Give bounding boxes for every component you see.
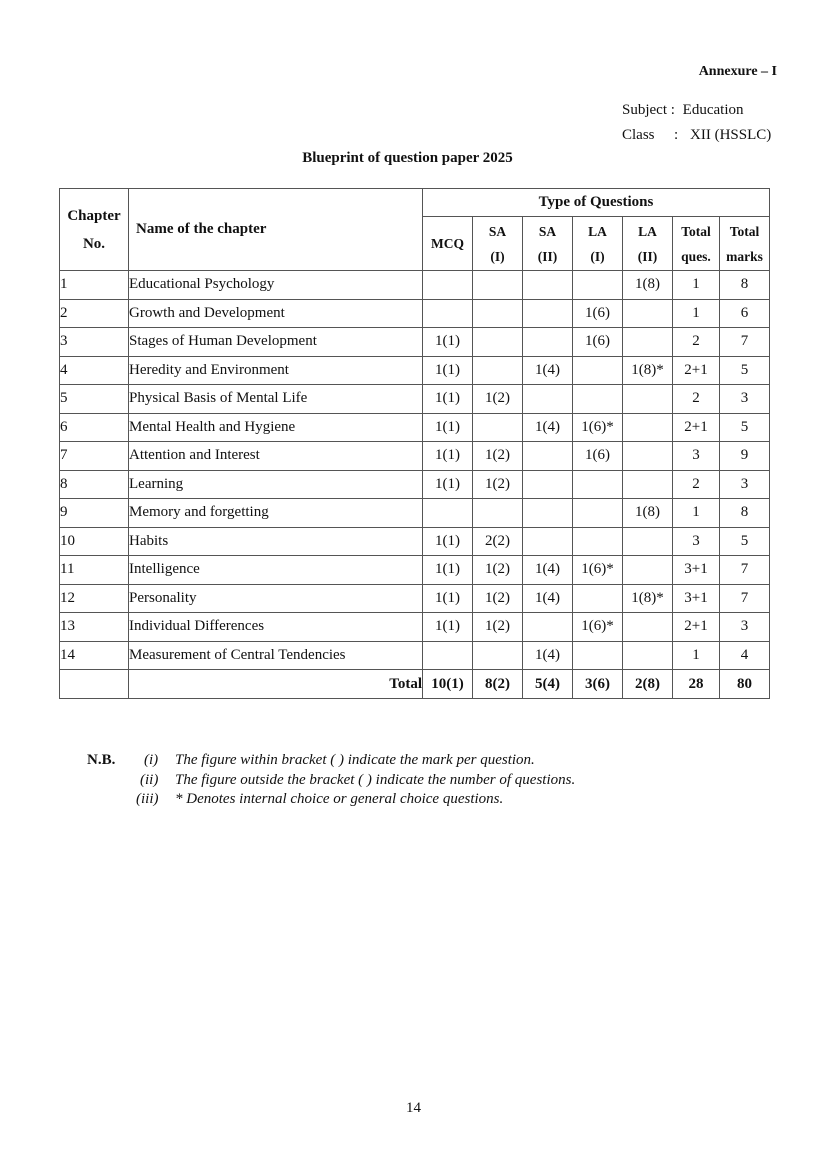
- cell-chapter-no: 13: [60, 613, 129, 642]
- cell-tm: 5: [720, 413, 770, 442]
- class-row: [622, 123, 771, 148]
- table-row: [60, 499, 770, 528]
- table-row: [60, 328, 770, 357]
- cell-chapter-name: Physical Basis of Mental Life: [129, 385, 423, 414]
- cell-chapter-name: Growth and Development: [129, 299, 423, 328]
- cell-tq: 1: [673, 499, 720, 528]
- cell-tq: 2+1: [673, 356, 720, 385]
- table-row: [60, 413, 770, 442]
- table-row: [60, 385, 770, 414]
- table-row: [60, 556, 770, 585]
- cell-sa2: 1(4): [523, 584, 573, 613]
- subject-row: [622, 98, 771, 123]
- cell-la2: [623, 385, 673, 414]
- cell-chapter-name: Educational Psychology: [129, 271, 423, 300]
- header-total-ques: [673, 217, 720, 271]
- cell-la1: 1(6)*: [573, 556, 623, 585]
- cell-chapter-name: Learning: [129, 470, 423, 499]
- class-value: XII (HSSLC): [690, 127, 772, 143]
- cell-mcq: 1(1): [423, 556, 473, 585]
- cell-chapter-name: Habits: [129, 527, 423, 556]
- cell-la2: [623, 470, 673, 499]
- cell-tq: 3+1: [673, 556, 720, 585]
- cell-tq: 2+1: [673, 613, 720, 642]
- table-row: [60, 271, 770, 300]
- header-total-ques-line2: ques.: [681, 248, 711, 264]
- cell-la2: [623, 413, 673, 442]
- table-body: [60, 271, 770, 699]
- cell-tm: 9: [720, 442, 770, 471]
- header-la-i-line1: LA: [588, 223, 607, 239]
- cell-la1: [573, 271, 623, 300]
- cell-sa2: 1(4): [523, 356, 573, 385]
- cell-mcq: [423, 641, 473, 670]
- table-row: [60, 299, 770, 328]
- header-sa-ii-line1: SA: [538, 223, 557, 239]
- cell-sa1: 1(2): [473, 613, 523, 642]
- header-chapter-no: [60, 189, 129, 271]
- cell-tq: 3: [673, 527, 720, 556]
- cell-total-la1: 3(6): [573, 670, 623, 699]
- cell-sa1: 1(2): [473, 556, 523, 585]
- cell-chapter-no: 11: [60, 556, 129, 585]
- cell-sa2: [523, 385, 573, 414]
- table-row: [60, 641, 770, 670]
- cell-la2: [623, 527, 673, 556]
- cell-la1: 1(6)*: [573, 413, 623, 442]
- cell-total-label: Total: [129, 670, 423, 699]
- cell-chapter-no: 9: [60, 499, 129, 528]
- cell-mcq: 1(1): [423, 442, 473, 471]
- cell-tm: 3: [720, 470, 770, 499]
- note-text: The figure outside the bracket ( ) indicate the number of questions.: [175, 771, 576, 788]
- cell-tq: 2: [673, 328, 720, 357]
- cell-mcq: [423, 499, 473, 528]
- cell-sa1: [473, 641, 523, 670]
- class-key: Class: [622, 127, 655, 143]
- cell-total-sa1: 8(2): [473, 670, 523, 699]
- cell-la1: [573, 499, 623, 528]
- subject-key: Subject :: [622, 102, 675, 118]
- cell-la2: 1(8)*: [623, 356, 673, 385]
- cell-tm: 5: [720, 356, 770, 385]
- note-number: (i): [144, 752, 159, 768]
- table-header-row: [60, 189, 770, 217]
- cell-chapter-no: 1: [60, 271, 129, 300]
- cell-tm: 4: [720, 641, 770, 670]
- cell-tq: 3: [673, 442, 720, 471]
- cell-tm: 8: [720, 499, 770, 528]
- cell-mcq: 1(1): [423, 356, 473, 385]
- cell-sa2: [523, 527, 573, 556]
- header-sa-i-line2: (I): [490, 248, 505, 264]
- cell-la2: [623, 328, 673, 357]
- header-sa-i: [473, 217, 523, 271]
- header-la-ii-line1: LA: [638, 223, 657, 239]
- header-sa-i-line1: SA: [488, 223, 507, 239]
- header-total-ques-line1: Total: [681, 223, 711, 239]
- header-total-marks-line2: marks: [726, 248, 763, 264]
- cell-la1: [573, 385, 623, 414]
- notes-label: N.B.: [87, 752, 116, 768]
- cell-sa2: [523, 613, 573, 642]
- cell-sa1: 1(2): [473, 385, 523, 414]
- cell-la2: [623, 641, 673, 670]
- cell-tm: 7: [720, 556, 770, 585]
- cell-sa2: [523, 328, 573, 357]
- cell-chapter-name: Personality: [129, 584, 423, 613]
- cell-la2: [623, 556, 673, 585]
- cell-chapter-no: 4: [60, 356, 129, 385]
- cell-mcq: 1(1): [423, 328, 473, 357]
- cell-chapter-no: 6: [60, 413, 129, 442]
- cell-sa2: [523, 271, 573, 300]
- header-mcq-line1: MCQ: [431, 236, 464, 251]
- note-number: (iii): [136, 791, 159, 807]
- cell-mcq: 1(1): [423, 385, 473, 414]
- table-row: [60, 470, 770, 499]
- cell-chapter-no: 3: [60, 328, 129, 357]
- cell-sa2: 1(4): [523, 556, 573, 585]
- header-total-marks-line1: Total: [729, 223, 760, 239]
- cell-sa1: 2(2): [473, 527, 523, 556]
- table-total-row: [60, 670, 770, 699]
- cell-tm: 8: [720, 271, 770, 300]
- header-la-ii-line2: (II): [637, 248, 658, 264]
- cell-chapter-no: 5: [60, 385, 129, 414]
- cell-chapter-name: Attention and Interest: [129, 442, 423, 471]
- table-row: [60, 613, 770, 642]
- cell-la2: 1(8): [623, 271, 673, 300]
- cell-sa1: [473, 413, 523, 442]
- cell-la2: 1(8)*: [623, 584, 673, 613]
- cell-sa1: [473, 299, 523, 328]
- cell-tq: 2+1: [673, 413, 720, 442]
- subject-class-block: [622, 98, 771, 148]
- cell-tq: 1: [673, 641, 720, 670]
- cell-chapter-name: Measurement of Central Tendencies: [129, 641, 423, 670]
- note-number: (ii): [140, 771, 159, 788]
- cell-mcq: 1(1): [423, 470, 473, 499]
- cell-tm: 3: [720, 385, 770, 414]
- cell-sa1: [473, 328, 523, 357]
- cell-la1: [573, 356, 623, 385]
- annexure-label: Annexure – I: [698, 64, 777, 79]
- cell-la1: 1(6): [573, 442, 623, 471]
- table-row: [60, 442, 770, 471]
- cell-chapter-no: 8: [60, 470, 129, 499]
- header-la-ii: [623, 217, 673, 271]
- class-colon: :: [674, 127, 679, 143]
- cell-sa1: [473, 356, 523, 385]
- header-mcq: [423, 217, 473, 271]
- cell-chapter-name: Heredity and Environment: [129, 356, 423, 385]
- cell-tm: 5: [720, 527, 770, 556]
- cell-la1: 1(6)*: [573, 613, 623, 642]
- cell-tq: 2: [673, 470, 720, 499]
- header-type-of-questions: Type of Questions: [423, 189, 770, 217]
- header-chapter-name: Name of the chapter: [129, 189, 423, 271]
- cell-chapter-no: 7: [60, 442, 129, 471]
- cell-sa1: [473, 271, 523, 300]
- blueprint-table: [59, 188, 770, 699]
- header-la-i: [573, 217, 623, 271]
- cell-la2: [623, 442, 673, 471]
- note-text: * Denotes internal choice or general choice questions.: [175, 791, 504, 807]
- document-title: Blueprint of question paper 2025: [302, 150, 513, 166]
- cell-mcq: 1(1): [423, 613, 473, 642]
- cell-sa2: [523, 442, 573, 471]
- cell-tq: 2: [673, 385, 720, 414]
- cell-chapter-no: 12: [60, 584, 129, 613]
- cell-sa2: [523, 299, 573, 328]
- cell-sa1: 1(2): [473, 470, 523, 499]
- cell-mcq: 1(1): [423, 413, 473, 442]
- cell-la1: 1(6): [573, 328, 623, 357]
- cell-la1: 1(6): [573, 299, 623, 328]
- cell-la1: [573, 584, 623, 613]
- cell-total-sa2: 5(4): [523, 670, 573, 699]
- cell-total-mcq: 10(1): [423, 670, 473, 699]
- cell-mcq: [423, 299, 473, 328]
- cell-chapter-name: Intelligence: [129, 556, 423, 585]
- cell-chapter-no: 14: [60, 641, 129, 670]
- cell-total-tq: 28: [673, 670, 720, 699]
- cell-tq: 3+1: [673, 584, 720, 613]
- cell-sa2: [523, 499, 573, 528]
- table-row: [60, 356, 770, 385]
- cell-la1: [573, 641, 623, 670]
- cell-la1: [573, 527, 623, 556]
- cell-mcq: 1(1): [423, 584, 473, 613]
- cell-mcq: [423, 271, 473, 300]
- cell-mcq: 1(1): [423, 527, 473, 556]
- page-number: 14: [406, 1100, 421, 1116]
- cell-sa2: [523, 470, 573, 499]
- table-row: [60, 527, 770, 556]
- cell-sa1: 1(2): [473, 442, 523, 471]
- cell-tq: 1: [673, 271, 720, 300]
- header-sa-ii: [523, 217, 573, 271]
- cell-chapter-name: Stages of Human Development: [129, 328, 423, 357]
- cell-sa1: [473, 499, 523, 528]
- subject-value: Education: [682, 102, 744, 118]
- cell-total-empty: [60, 670, 129, 699]
- header-la-i-line2: (I): [590, 248, 605, 264]
- cell-sa2: 1(4): [523, 641, 573, 670]
- cell-sa2: 1(4): [523, 413, 573, 442]
- cell-tm: 7: [720, 584, 770, 613]
- header-total-marks: [720, 217, 770, 271]
- cell-tm: 6: [720, 299, 770, 328]
- note-text: The figure within bracket ( ) indicate the mark per question.: [175, 752, 535, 768]
- header-sa-ii-line2: (II): [537, 248, 558, 264]
- cell-la2: 1(8): [623, 499, 673, 528]
- cell-tm: 3: [720, 613, 770, 642]
- cell-chapter-no: 10: [60, 527, 129, 556]
- cell-tm: 7: [720, 328, 770, 357]
- cell-tq: 1: [673, 299, 720, 328]
- cell-total-la2: 2(8): [623, 670, 673, 699]
- header-chapter-line2: No.: [82, 235, 106, 252]
- cell-chapter-name: Memory and forgetting: [129, 499, 423, 528]
- cell-sa1: 1(2): [473, 584, 523, 613]
- table-row: [60, 584, 770, 613]
- header-chapter-line1: Chapter: [67, 207, 121, 224]
- cell-chapter-no: 2: [60, 299, 129, 328]
- cell-la2: [623, 613, 673, 642]
- cell-la2: [623, 299, 673, 328]
- cell-la1: [573, 470, 623, 499]
- cell-chapter-name: Mental Health and Hygiene: [129, 413, 423, 442]
- cell-total-tm: 80: [720, 670, 770, 699]
- cell-chapter-name: Individual Differences: [129, 613, 423, 642]
